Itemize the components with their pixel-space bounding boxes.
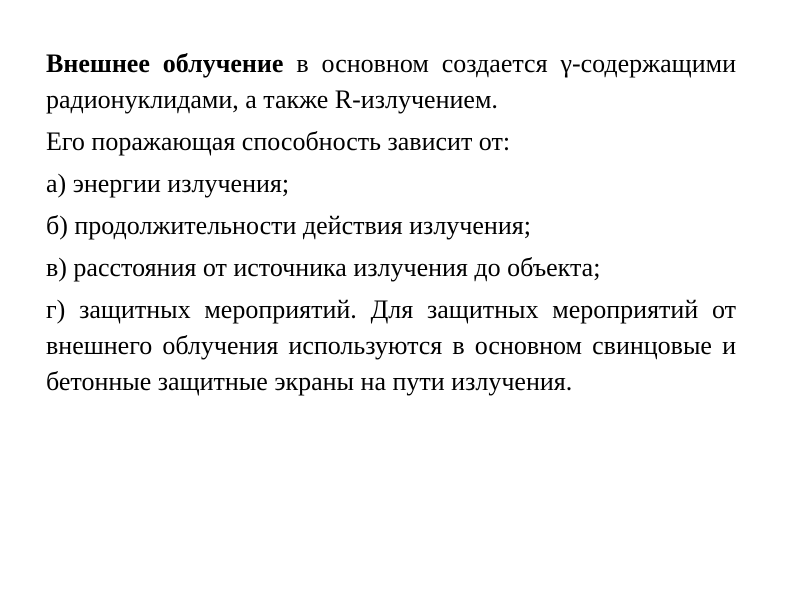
list-item-c: в) расстояния от источника излучения до объекта; [46, 253, 601, 282]
intro-paragraph [46, 46, 736, 118]
list-item-d: г) защитных мероприятий. Для защитных мероприятий от внешнего облучения используются в основном свинцовые и бетонные защитные экраны на пути излучения. [46, 295, 736, 396]
slide-text-body [46, 46, 736, 400]
intro-text: в основном создается γ-содержащими радионуклидами, а также R-излучением. [46, 49, 736, 114]
list-item-a: а) энергии излучения; [46, 169, 290, 198]
intro-bold-term: Внешнее облучение [46, 49, 284, 78]
list-item-b: б) продолжительности действия излучения; [46, 211, 531, 240]
lead-paragraph: Его поражающая способность зависит от: [46, 127, 511, 156]
